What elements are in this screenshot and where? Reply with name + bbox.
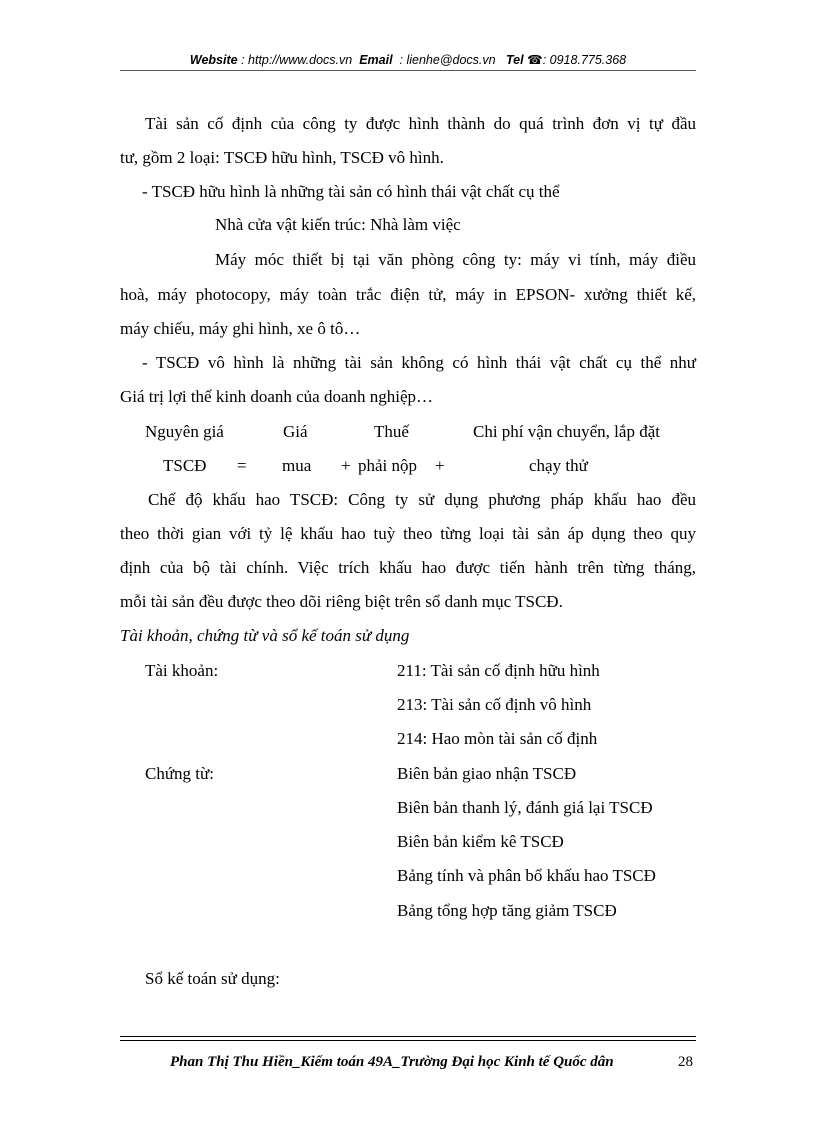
machines-line3: máy chiếu, máy ghi hình, xe ô tô… xyxy=(120,319,361,338)
tel-label: Tel xyxy=(506,53,524,67)
buildings-line: Nhà cửa vật kiến trúc: Nhà làm việc xyxy=(215,215,461,234)
tangible-assets-line: - TSCĐ hữu hình là những tài sản có hình thái vật chất cụ thể xyxy=(142,182,560,201)
email-label: Email xyxy=(359,53,393,67)
voucher-item: Bảng tính và phân bổ khấu hao TSCĐ xyxy=(397,866,656,885)
voucher-item: Bảng tổng hợp tăng giảm TSCĐ xyxy=(397,901,617,920)
formula-payable: phải nộp xyxy=(358,456,418,475)
page-number: 28 xyxy=(678,1054,693,1070)
voucher-item: Biên bản giao nhận TSCĐ xyxy=(397,764,577,783)
tel-value: : 0918.775.368 xyxy=(542,53,627,67)
depreciation-line1: Chế độ khấu hao TSCĐ: Công ty sử dụng phương pháp khấu hao đều xyxy=(148,490,696,509)
formula-original-price: Nguyên giá xyxy=(145,422,224,441)
website-value: : http://www.docs.vn xyxy=(241,53,353,67)
formula-fixed-asset: TSCĐ xyxy=(163,456,207,475)
account-item: 213: Tài sản cố định vô hình xyxy=(397,695,592,714)
formula-tax: Thuế xyxy=(374,422,409,441)
formula-purchase: mua xyxy=(282,456,312,475)
telephone-icon: ☎ xyxy=(527,53,543,67)
account-item: 214: Hao mòn tài sản cố định xyxy=(397,729,598,748)
depreciation-line4: mỗi tài sản đều được theo dõi riêng biệt trên sổ danh mục TSCĐ. xyxy=(120,592,563,611)
website-label: Website xyxy=(189,53,238,67)
formula-costs: Chi phí vận chuyển, lắp đặt xyxy=(473,422,660,441)
voucher-item: Biên bản thanh lý, đánh giá lại TSCĐ xyxy=(397,798,653,817)
formula-plus-2: + xyxy=(435,456,445,475)
footer-rule-top xyxy=(120,1036,696,1037)
email-value: : lienhe@docs.vn xyxy=(399,53,496,67)
formula-equals: = xyxy=(237,456,247,475)
books-label: Sổ kế toán sử dụng: xyxy=(145,969,280,988)
formula-price: Giá xyxy=(283,422,308,441)
paragraph-intro-line1: Tài sản cố định của công ty được hình thành do quá trình đơn vị tự đầu xyxy=(145,114,696,133)
section-heading: Tài khoản, chứng từ và sổ kế toán sử dụng xyxy=(120,626,410,645)
footer-rule-bottom xyxy=(120,1040,696,1041)
machines-line2: hoà, máy photocopy, máy toàn trắc điện tử, máy in EPSON- xưởng thiết kế, xyxy=(120,285,696,304)
page-header xyxy=(0,52,816,67)
voucher-item: Biên bản kiểm kê TSCĐ xyxy=(397,832,564,851)
accounts-label: Tài khoản: xyxy=(145,661,219,680)
paragraph-intro-line2: tư, gồm 2 loại: TSCĐ hữu hình, TSCĐ vô hình. xyxy=(120,148,444,167)
footer-author: Phan Thị Thu Hiền_Kiểm toán 49A_Trường Đại học Kinh tế Quốc dân xyxy=(170,1054,614,1070)
formula-plus-1: + xyxy=(341,456,351,475)
machines-line1: Máy móc thiết bị tại văn phòng công ty: máy vi tính, máy điều xyxy=(215,250,696,269)
account-item: 211: Tài sản cố định hữu hình xyxy=(397,661,600,680)
intangible-line2: Giá trị lợi thế kinh doanh của doanh nghiệp… xyxy=(120,387,434,406)
vouchers-label: Chứng từ: xyxy=(145,764,214,783)
formula-trial-run: chạy thử xyxy=(529,456,588,475)
intangible-line1: - TSCĐ vô hình là những tài sản không có hình thái vật chất cụ thể như xyxy=(142,353,696,372)
depreciation-line3: định của bộ tài chính. Việc trích khấu hao được tiến hành trên từng tháng, xyxy=(120,558,696,577)
header-rule xyxy=(120,70,696,71)
depreciation-line2: theo thời gian với tỷ lệ khấu hao tuỳ theo từng loại tài sản áp dụng theo quy xyxy=(120,524,696,543)
